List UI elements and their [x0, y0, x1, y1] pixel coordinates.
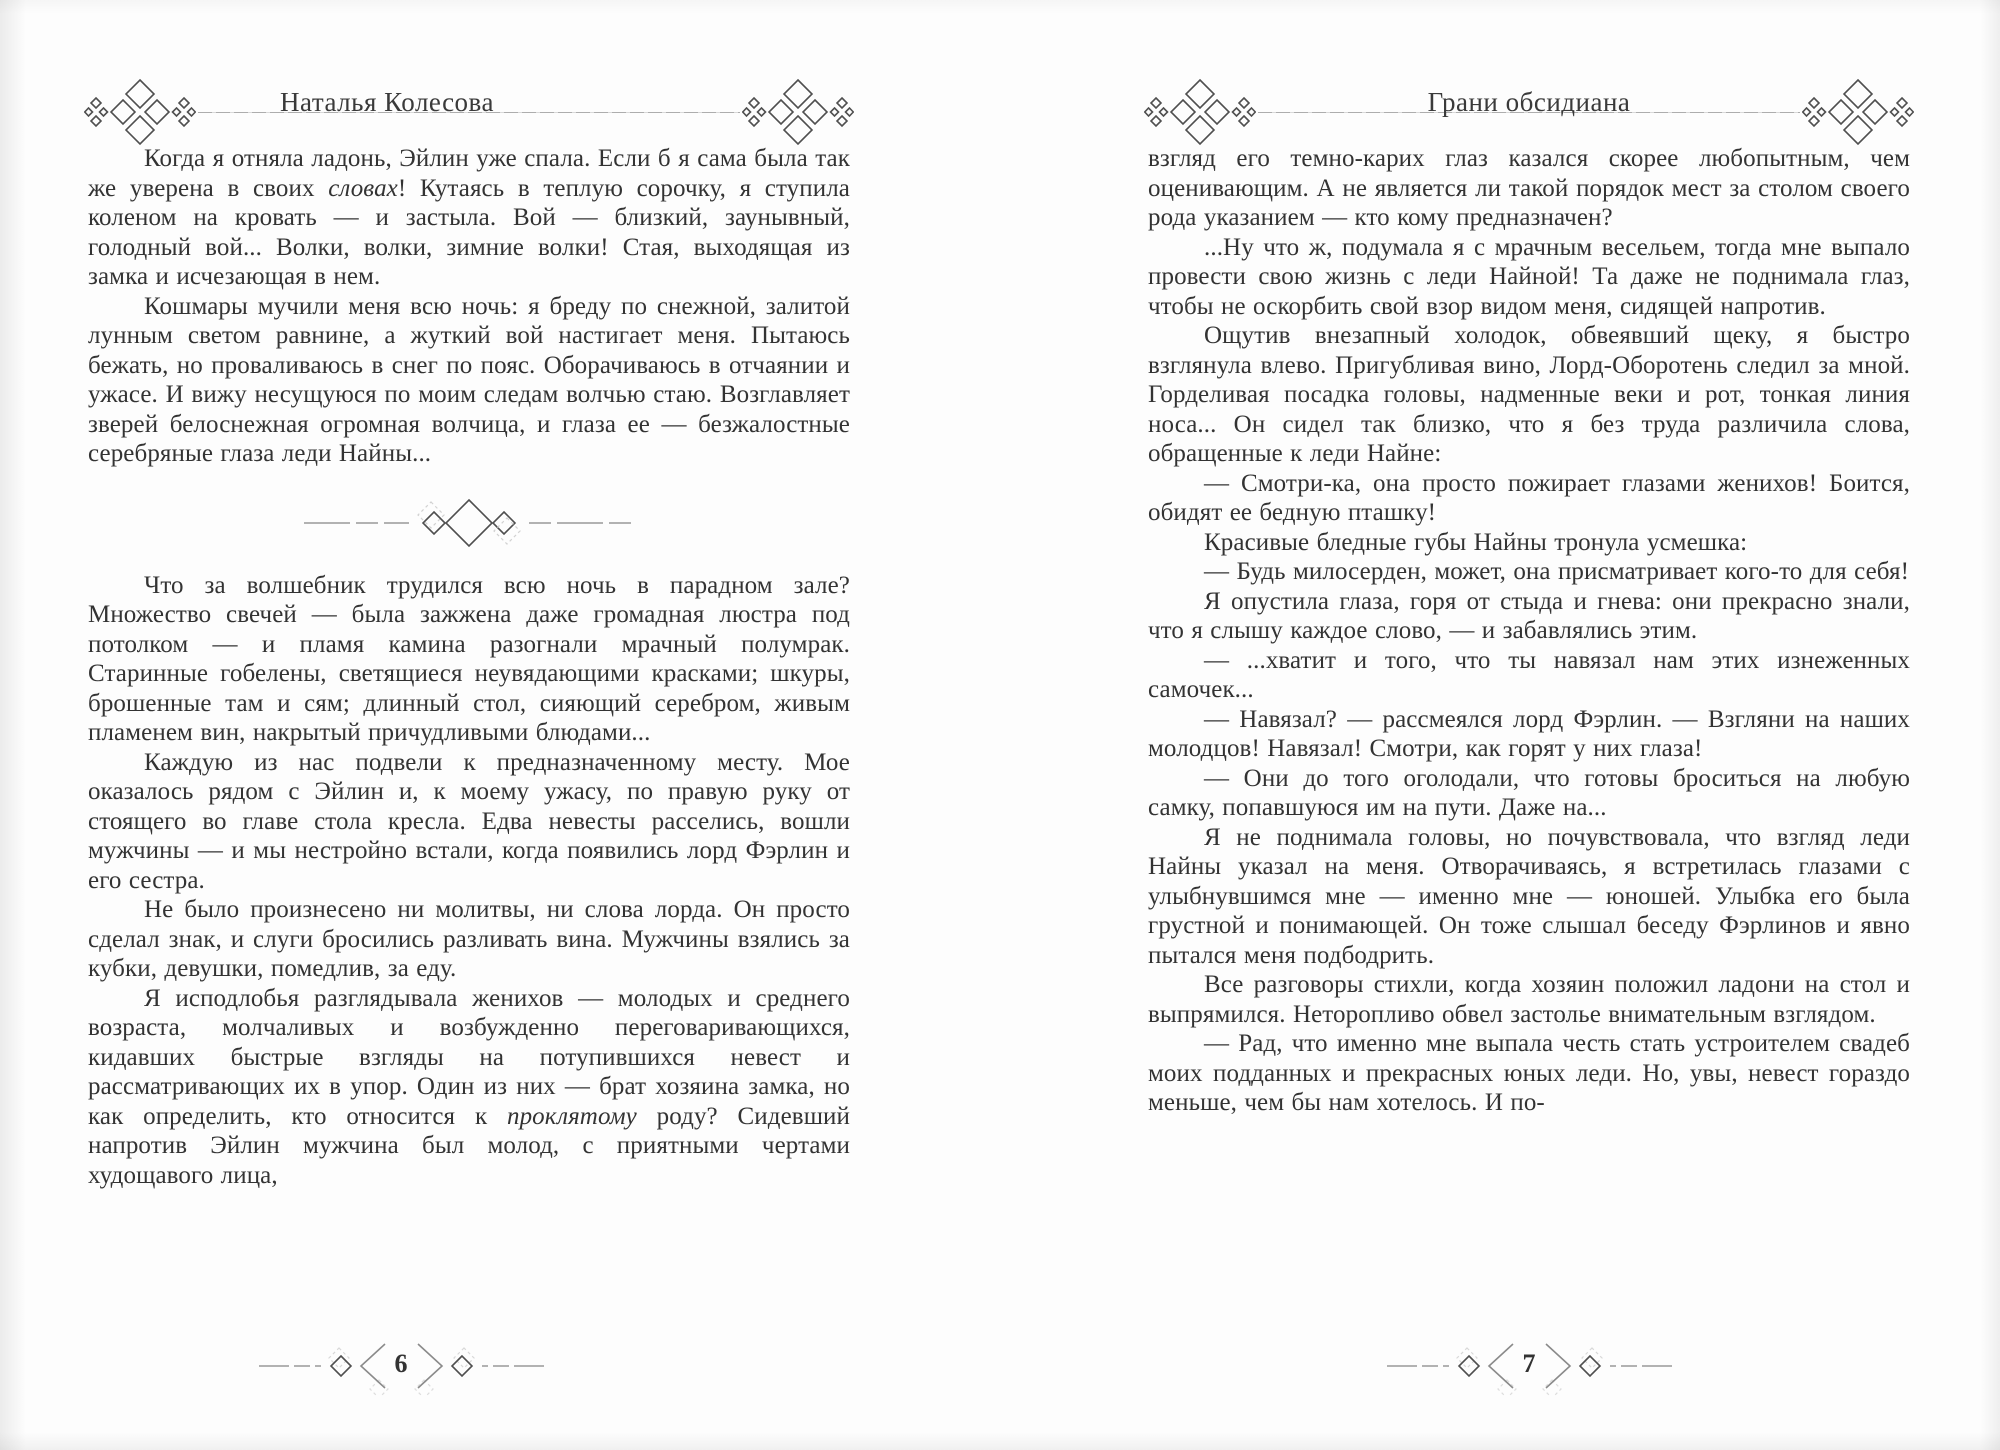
page-right	[1148, 0, 1910, 1450]
paragraph: Не было произнесено ни молитвы, ни слова лорда. Он просто сделал знак, и слуги бросились разливать вина. Мужчины взялись за кубки, девушки, помедлив, за еду.	[88, 896, 850, 982]
diamond-ornament-icon	[1802, 70, 1914, 154]
paragraph: Красивые бледные губы Найны тронула усмешка:	[1204, 528, 1748, 556]
page-number: 6	[394, 1349, 408, 1378]
footer-ornament-right-icon	[414, 1336, 544, 1396]
diamond-divider-icon	[304, 495, 634, 551]
paragraph: взгляд его темно-карих глаз казался скорее любопытным, чем оценивающим. А не является ли такой порядок мест за столом своего рода указанием — кто кому предназначен?	[1148, 145, 1910, 231]
page-text-right	[1148, 144, 1910, 1118]
paragraph	[88, 144, 850, 292]
section-divider	[88, 495, 850, 551]
footer-ornament-left-icon	[1387, 1336, 1517, 1396]
footer-ornament-left-icon	[259, 1336, 389, 1396]
paragraph: Я опустила глаза, горя от стыда и гнева: они прекрасно знали, что я слышу каждое слово, — и забавлялись этим.	[1148, 587, 1910, 644]
italic-text: проклятому	[506, 1102, 637, 1130]
paragraph: — ...хватит и того, что ты навязал нам этих изнеженных самочек...	[1148, 646, 1910, 703]
paragraph: Я не поднимала головы, но почувствовала, что взгляд леди Найны указал на меня. Отворачиваясь, я встретилась глазами с улыбнувшимся мне — именно мне — юношей. Улыбка его была грустной и понимающей. Он тоже слышал беседу Фэрлинов и явно пытался меня подбодрить.	[1148, 823, 1910, 969]
italic-text: словах	[328, 174, 398, 202]
page-left	[88, 0, 850, 1450]
page-number: 7	[1522, 1349, 1536, 1378]
paragraph	[88, 984, 850, 1191]
text-segment: Я исподлобья разглядывала женихов — молодых и среднего возраста, молчаливых и возбужденно переговаривающихся, кидавших быстрые взгляды на потупившихся невест и рассматривающих их в упор. Один из них — брат хозяина замка, но как определить, кто относится к	[88, 984, 850, 1130]
text-segment: роду? Сидевший напротив Эйлин мужчина был молод, с приятными чертами худощавого лица,	[88, 1102, 851, 1189]
page-footer-right	[1148, 1336, 1910, 1396]
running-header-left	[88, 52, 850, 144]
paragraph: ...Ну что ж, подумала я с мрачным весельем, тогда мне выпало провести свою жизнь с леди Найной! Та даже не поднимала глаз, чтобы не оскорбить свой взор видом меня, сидящей напротив.	[1148, 233, 1910, 320]
text-segment: Когда я отняла ладонь, Эйлин уже спала. Если б я сама была так же уверена в своих	[88, 145, 850, 202]
page-text-left	[88, 144, 850, 1190]
paragraph: Каждую из нас подвели к предназначенному месту. Мое оказалось рядом с Эйлин и, к моему ужасу, по правую руку от стоящего во главе стола кресла. Едва невесты расселись, вошли мужчины — и мы нестройно встали, когда появились лорд Фэрлин и его сестра.	[88, 748, 850, 894]
paragraph: Все разговоры стихли, когда хозяин положил ладони на стол и выпрямился. Неторопливо обвел застолье внимательным взглядом.	[1148, 971, 1910, 1028]
paragraph: — Смотри-ка, она просто пожирает глазами женихов! Боится, обидят ее бедную пташку!	[1148, 469, 1910, 526]
paragraph: Кошмары мучили меня всю ночь: я бреду по снежной, залитой лунным светом равнине, а жуткий вой настигает меня. Пытаюсь бежать, но проваливаюсь в снег по пояс. Оборачиваюсь в отчаянии и ужасе. И вижу несущуюся по моим следам волчью стаю. Возглавляет зверей белоснежная огромная волчица, и глаза ее — безжалостные серебряные глаза леди Найны...	[88, 292, 850, 467]
paragraph: — Рад, что именно мне выпала честь стать устроителем свадеб моих подданных и прекрасных юных леди. Но, увы, невест гораздо меньше, чем бы нам хотелось. И по-	[1148, 1030, 1910, 1116]
text-segment: ! Кутаясь в теплую сорочку, я ступила коленом на кровать — и застыла. Вой — близкий, заунывный, голодный вой... Волки, волки, зимние волки! Стая, выходящая из замка и исчезающая в нем.	[88, 174, 850, 290]
diamond-ornament-icon	[742, 70, 854, 154]
paragraph: — Будь милосерден, может, она присматривает кого-то для себя!	[1204, 558, 1909, 585]
paragraph: — Навязал? — рассмеялся лорд Фэрлин. — Взгляни на наших молодцов! Навязал! Смотри, как горят у них глаза!	[1148, 705, 1910, 762]
page-footer-left	[20, 1336, 782, 1396]
running-header-book-title: Грани обсидиана	[1427, 87, 1631, 117]
running-header-author: Наталья Колесова	[280, 87, 494, 117]
running-header-right	[1148, 52, 1910, 144]
paragraph: — Они до того оголодали, что готовы броситься на любую самку, попавшуюся им на пути. Даже на...	[1148, 764, 1910, 821]
footer-ornament-right-icon	[1542, 1336, 1672, 1396]
paragraph: Что за волшебник трудился всю ночь в парадном зале? Множество свечей — была зажжена даже громадная люстра под потолком — и пламя камина разогнали мрачный полумрак. Старинные гобелены, светящиеся неувядающими красками; шкуры, брошенные там и сям; длинный стол, сияющий серебром, живым пламенем вин, накрытый причудливыми блюдами...	[88, 571, 850, 746]
paragraph: Ощутив внезапный холодок, обвеявший щеку, я быстро взглянула влево. Пригубливая вино, Лорд-Оборотень следил за мной. Горделивая посадка головы, надменные веки и рот, тонкая линия носа... Он сидел так близко, что я без труда различила слова, обращенные к леди Найне:	[1148, 322, 1910, 467]
